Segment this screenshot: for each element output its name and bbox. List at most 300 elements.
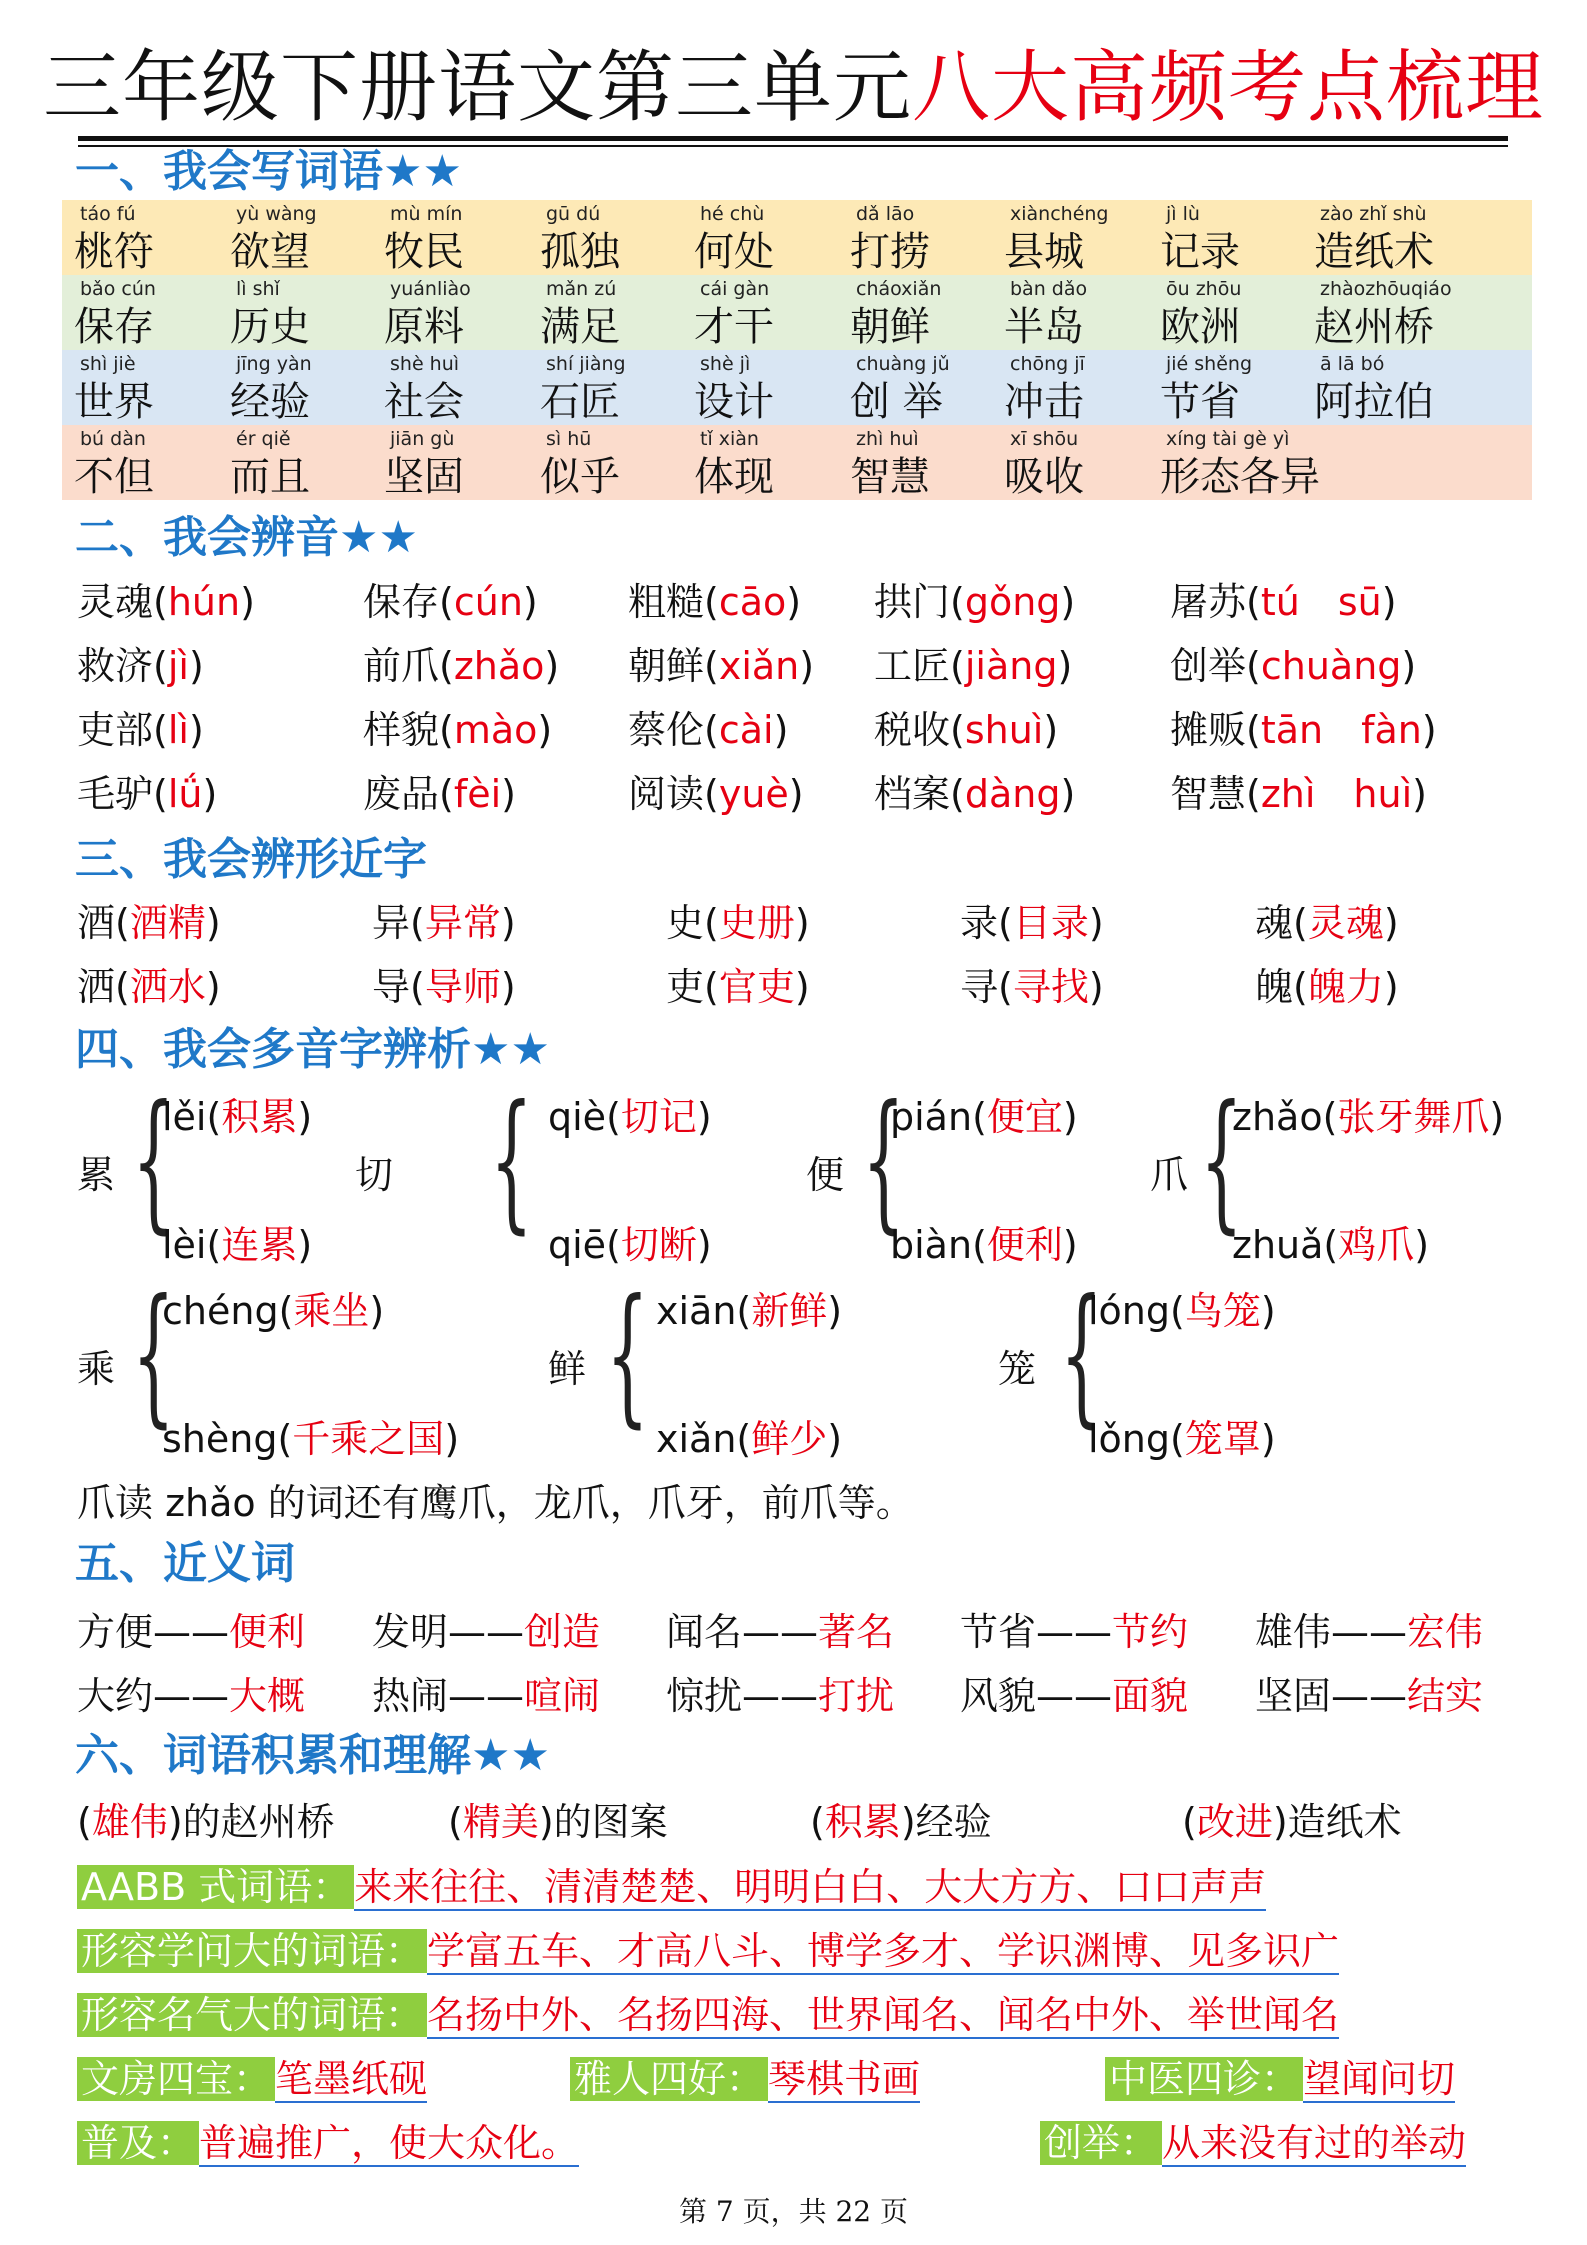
poly-word: 连累 bbox=[221, 1223, 298, 1267]
paren: ( bbox=[606, 1095, 621, 1139]
synonym-item bbox=[666, 1671, 894, 1721]
poly-reading-a bbox=[890, 1092, 1078, 1142]
poly-char: 便 bbox=[806, 1153, 845, 1197]
word-hanzi: 孤独 bbox=[540, 229, 620, 275]
misc-item bbox=[1105, 2054, 1455, 2104]
synonym-answer: 著名 bbox=[818, 1610, 895, 1654]
shape-word: 灵魂 bbox=[1307, 901, 1384, 945]
paren: ) bbox=[794, 901, 810, 945]
pron-item bbox=[363, 769, 516, 819]
pron-word: 救济 bbox=[77, 644, 154, 688]
paren: ) bbox=[1381, 580, 1397, 624]
misc-value: 笔墨纸砚 bbox=[275, 2057, 428, 2101]
pron-word: 前爪 bbox=[363, 644, 440, 688]
misc-value: 从来没有过的举动 bbox=[1162, 2121, 1467, 2165]
word-pinyin: bú dàn bbox=[80, 428, 146, 450]
word-pinyin: hé chù bbox=[700, 203, 765, 225]
paren: ( bbox=[448, 1800, 463, 1844]
poly-reading-b bbox=[890, 1220, 1078, 1270]
section-6-heading: 六、词语积累和理解★★ bbox=[75, 1730, 550, 1781]
word-pinyin: jiān gù bbox=[390, 428, 455, 450]
paren: ) bbox=[205, 901, 221, 945]
synonym-word: 发明—— bbox=[372, 1610, 525, 1654]
poly-pinyin: zhǎo bbox=[1232, 1095, 1323, 1139]
shape-item bbox=[1255, 962, 1399, 1012]
pron-word: 档案 bbox=[874, 772, 951, 816]
paren: ) bbox=[297, 1095, 313, 1139]
poly-pinyin: xiān bbox=[656, 1289, 737, 1333]
pron-item bbox=[628, 641, 814, 691]
word-list-value: 名扬中外、名扬四海、世界闻名、闻名中外、举世闻名 bbox=[427, 1993, 1340, 2037]
poly-reading-b bbox=[656, 1414, 842, 1464]
word-hanzi: 保存 bbox=[74, 304, 154, 350]
poly-char: 切 bbox=[355, 1153, 394, 1197]
word-hanzi: 设计 bbox=[694, 379, 774, 425]
paren: ( bbox=[704, 644, 719, 688]
paren: ) bbox=[501, 772, 516, 816]
title-red: 八大高频考点梳理 bbox=[912, 43, 1545, 133]
word-pinyin: zào zhǐ shù bbox=[1320, 203, 1427, 225]
paren: ) bbox=[786, 580, 802, 624]
paren: ) bbox=[522, 580, 538, 624]
phrase-text: 经验 bbox=[915, 1800, 992, 1844]
shape-char: 魂 bbox=[1255, 901, 1294, 945]
paren: ) bbox=[1060, 772, 1076, 816]
section-2-heading: 二、我会辨音★★ bbox=[75, 512, 418, 563]
word-list-value: 学富五车、才高八斗、博学多才、学识渊博、见多识广 bbox=[427, 1929, 1340, 1973]
shape-char: 史 bbox=[666, 901, 705, 945]
pron-item bbox=[874, 769, 1075, 819]
pron-item bbox=[77, 577, 255, 627]
pron-word: 毛驴 bbox=[77, 772, 154, 816]
word-hanzi: 县城 bbox=[1004, 229, 1084, 275]
paren: ) bbox=[1414, 1223, 1430, 1267]
synonym-word: 热闹—— bbox=[372, 1674, 525, 1718]
poly-char: 累 bbox=[77, 1153, 116, 1197]
word-pinyin: zhàozhōuqiáo bbox=[1320, 278, 1452, 300]
synonym-word: 大约—— bbox=[77, 1674, 230, 1718]
misc-label: 文房四宝： bbox=[77, 2057, 275, 2101]
brace-icon: { bbox=[1060, 1268, 1103, 1442]
poly-word: 鲜少 bbox=[751, 1417, 828, 1461]
paren: ) bbox=[696, 1223, 712, 1267]
poly-pinyin: lóng bbox=[1088, 1289, 1171, 1333]
pron-item bbox=[1170, 769, 1427, 819]
paren: ) bbox=[1401, 644, 1417, 688]
pron-word: 屠苏 bbox=[1170, 580, 1247, 624]
paren: ) bbox=[1060, 580, 1076, 624]
synonym-word: 方便—— bbox=[77, 1610, 230, 1654]
paren: ( bbox=[153, 580, 168, 624]
word-hanzi: 赵州桥 bbox=[1314, 304, 1434, 350]
pron-pinyin: fèi bbox=[453, 772, 502, 816]
misc-item bbox=[570, 2054, 920, 2104]
pron-word: 税收 bbox=[874, 708, 951, 752]
word-pinyin: shí jiàng bbox=[546, 353, 626, 375]
paren: ( bbox=[1182, 1800, 1197, 1844]
paren: ) bbox=[1260, 1289, 1276, 1333]
poly-word: 笼罩 bbox=[1184, 1417, 1261, 1461]
paren: ( bbox=[1246, 708, 1261, 752]
poly-pinyin: lèi bbox=[162, 1223, 207, 1267]
misc-label: 中医四诊： bbox=[1105, 2057, 1303, 2101]
shape-item bbox=[1255, 898, 1399, 948]
poly-word: 乘坐 bbox=[293, 1289, 370, 1333]
pron-word: 灵魂 bbox=[77, 580, 154, 624]
paren: ( bbox=[736, 1289, 752, 1333]
word-pinyin: yù wàng bbox=[236, 203, 317, 225]
shape-word: 导师 bbox=[424, 965, 501, 1009]
word-pinyin: ōu zhōu bbox=[1166, 278, 1242, 300]
word-hanzi: 欧洲 bbox=[1160, 304, 1240, 350]
word-row bbox=[62, 350, 1532, 425]
paren: ( bbox=[439, 580, 454, 624]
poly-char: 乘 bbox=[77, 1347, 116, 1391]
synonym-answer: 节约 bbox=[1112, 1610, 1189, 1654]
word-pinyin: bǎo cún bbox=[80, 278, 156, 300]
paren: ( bbox=[153, 772, 168, 816]
misc-label: 普及： bbox=[77, 2121, 199, 2165]
shape-word: 目录 bbox=[1012, 901, 1089, 945]
word-pinyin: dǎ lāo bbox=[856, 203, 915, 225]
paren: ( bbox=[998, 901, 1013, 945]
paren: ( bbox=[206, 1223, 222, 1267]
phrase-answer: 改进 bbox=[1196, 1800, 1273, 1844]
section-4-heading: 四、我会多音字辨析★★ bbox=[75, 1024, 550, 1075]
pron-pinyin: tān fàn bbox=[1260, 708, 1422, 752]
pron-item bbox=[1170, 641, 1416, 691]
pron-pinyin: cāo bbox=[718, 580, 787, 624]
word-pinyin: gū dú bbox=[546, 203, 601, 225]
word-hanzi: 记录 bbox=[1160, 229, 1240, 275]
word-hanzi: 世界 bbox=[74, 379, 154, 425]
shape-char: 吏 bbox=[666, 965, 705, 1009]
poly-pinyin: xiǎn bbox=[656, 1417, 737, 1461]
poly-reading-b bbox=[548, 1220, 712, 1270]
pron-item bbox=[77, 769, 217, 819]
paren: ) bbox=[188, 708, 204, 752]
word-hanzi: 不但 bbox=[74, 454, 154, 500]
word-hanzi: 桃符 bbox=[74, 229, 154, 275]
synonym-answer: 创造 bbox=[524, 1610, 601, 1654]
paren: ( bbox=[115, 901, 130, 945]
paren: ) bbox=[799, 644, 815, 688]
pron-pinyin: dàng bbox=[964, 772, 1061, 816]
brace-icon: { bbox=[862, 1074, 905, 1248]
brace-icon: { bbox=[606, 1268, 649, 1442]
poly-pinyin: chéng bbox=[162, 1289, 279, 1333]
pron-item bbox=[874, 705, 1058, 755]
word-pinyin: shì jiè bbox=[80, 353, 136, 375]
poly-word: 切断 bbox=[620, 1223, 697, 1267]
paren: ( bbox=[410, 901, 425, 945]
paren: ( bbox=[278, 1289, 294, 1333]
poly-word: 便宜 bbox=[986, 1095, 1063, 1139]
word-hanzi: 经验 bbox=[230, 379, 310, 425]
word-pinyin: zhì huì bbox=[856, 428, 919, 450]
paren: ) bbox=[1383, 965, 1399, 1009]
paren: ( bbox=[998, 965, 1013, 1009]
poly-reading-b bbox=[162, 1220, 312, 1270]
pron-pinyin: cài bbox=[718, 708, 774, 752]
shape-char: 导 bbox=[372, 965, 411, 1009]
shape-item bbox=[666, 898, 810, 948]
pron-word: 吏部 bbox=[77, 708, 154, 752]
synonym-word: 风貌—— bbox=[960, 1674, 1113, 1718]
poly-word: 切记 bbox=[620, 1095, 697, 1139]
word-grid bbox=[62, 200, 1532, 500]
word-pinyin: jié shěng bbox=[1166, 353, 1253, 375]
pron-item bbox=[77, 705, 204, 755]
shape-item bbox=[77, 962, 221, 1012]
paren: ( bbox=[77, 1800, 92, 1844]
paren: ( bbox=[606, 1223, 621, 1267]
poly-char: 爪 bbox=[1150, 1153, 1189, 1197]
word-list-row bbox=[77, 1862, 1266, 1912]
paren: ( bbox=[1246, 644, 1261, 688]
pron-word: 阅读 bbox=[628, 772, 705, 816]
word-pinyin: tǐ xiàn bbox=[700, 428, 759, 450]
word-pinyin: xíng tài gè yì bbox=[1166, 428, 1290, 450]
word-hanzi: 欲望 bbox=[230, 229, 310, 275]
synonym-item bbox=[960, 1671, 1188, 1721]
poly-char: 鲜 bbox=[548, 1347, 587, 1391]
shape-char: 寻 bbox=[960, 965, 999, 1009]
word-pinyin: yuánliào bbox=[390, 278, 471, 300]
paren: ) bbox=[205, 965, 221, 1009]
pron-item bbox=[1170, 577, 1397, 627]
pron-word: 创举 bbox=[1170, 644, 1247, 688]
word-pinyin: chōng jī bbox=[1010, 353, 1085, 375]
paren: ) bbox=[444, 1417, 460, 1461]
pron-pinyin: gǒng bbox=[964, 580, 1061, 624]
paren: ( bbox=[1170, 1417, 1185, 1461]
word-hanzi: 阿拉伯 bbox=[1314, 379, 1434, 425]
phrase-item bbox=[1182, 1797, 1402, 1847]
word-pinyin: chuàng jǔ bbox=[856, 353, 950, 375]
paren: ( bbox=[736, 1417, 752, 1461]
synonym-item bbox=[960, 1607, 1188, 1657]
pron-pinyin: zhì huì bbox=[1260, 772, 1413, 816]
poly-reading-a bbox=[656, 1286, 842, 1336]
paren: ( bbox=[1246, 772, 1261, 816]
misc-value: 琴棋书画 bbox=[768, 2057, 921, 2101]
paren: ( bbox=[1323, 1223, 1339, 1267]
word-pinyin: ér qiě bbox=[236, 428, 291, 450]
word-row bbox=[62, 200, 1532, 275]
word-hanzi: 体现 bbox=[694, 454, 774, 500]
synonym-word: 雄伟—— bbox=[1255, 1610, 1408, 1654]
phrase-text: 的赵州桥 bbox=[182, 1800, 335, 1844]
word-pinyin: cái gàn bbox=[700, 278, 770, 300]
phrase-answer: 雄伟 bbox=[91, 1800, 168, 1844]
brace-icon: { bbox=[1200, 1074, 1243, 1248]
shape-item bbox=[372, 962, 516, 1012]
poly-reading-a bbox=[548, 1092, 712, 1142]
paren: ( bbox=[704, 965, 719, 1009]
shape-word: 官吏 bbox=[718, 965, 795, 1009]
word-hanzi: 石匠 bbox=[540, 379, 620, 425]
poly-word: 千乘之国 bbox=[292, 1417, 445, 1461]
misc-label: 创举： bbox=[1040, 2121, 1162, 2165]
shape-word: 史册 bbox=[718, 901, 795, 945]
pron-item bbox=[874, 641, 1072, 691]
paren: ) bbox=[788, 772, 804, 816]
synonym-word: 闻名—— bbox=[666, 1610, 819, 1654]
synonym-word: 坚固—— bbox=[1255, 1674, 1408, 1718]
poly-pinyin: lěi bbox=[162, 1095, 207, 1139]
paren: ) bbox=[1062, 1095, 1078, 1139]
poly-pinyin: pián bbox=[890, 1095, 973, 1139]
synonym-item bbox=[77, 1607, 305, 1657]
misc-value: 普遍推广，使大众化。 bbox=[199, 2121, 580, 2165]
paren: ( bbox=[950, 644, 965, 688]
phrase-text: 造纸术 bbox=[1287, 1800, 1402, 1844]
misc-item bbox=[1040, 2118, 1466, 2168]
synonym-item bbox=[1255, 1607, 1483, 1657]
shape-item bbox=[77, 898, 221, 948]
poly-reading-a bbox=[1232, 1092, 1504, 1142]
word-pinyin: shè huì bbox=[390, 353, 460, 375]
poly-pinyin: zhuǎ bbox=[1232, 1223, 1324, 1267]
poly-pinyin: biàn bbox=[890, 1223, 973, 1267]
page-footer: 第 7 页，共 22 页 bbox=[678, 2195, 909, 2228]
word-list-row bbox=[77, 1926, 1339, 1976]
paren: ) bbox=[1062, 1223, 1078, 1267]
paren: ( bbox=[972, 1095, 987, 1139]
synonym-answer: 大概 bbox=[229, 1674, 306, 1718]
phrase-item bbox=[448, 1797, 668, 1847]
paren: ( bbox=[1170, 1289, 1185, 1333]
shape-char: 魄 bbox=[1255, 965, 1294, 1009]
section-1-heading: 一、我会写词语★★ bbox=[75, 146, 462, 197]
word-list-value: 来来往往、清清楚楚、明明白白、大大方方、口口声声 bbox=[354, 1865, 1267, 1909]
synonym-item bbox=[1255, 1671, 1483, 1721]
paren: ( bbox=[115, 965, 130, 1009]
word-hanzi: 节省 bbox=[1160, 379, 1240, 425]
word-hanzi: 才干 bbox=[694, 304, 774, 350]
paren: ) bbox=[537, 708, 553, 752]
paren: ) bbox=[1043, 708, 1059, 752]
synonym-answer: 宏伟 bbox=[1407, 1610, 1484, 1654]
pron-pinyin: zhǎo bbox=[453, 644, 545, 688]
synonym-answer: 结实 bbox=[1407, 1674, 1484, 1718]
poly-char: 笼 bbox=[998, 1347, 1037, 1391]
pron-pinyin: mào bbox=[453, 708, 538, 752]
word-pinyin: jīng yàn bbox=[236, 353, 312, 375]
poly-reading-a bbox=[1088, 1286, 1276, 1336]
poly-pinyin: shèng bbox=[162, 1417, 278, 1461]
shape-word: 洒水 bbox=[129, 965, 206, 1009]
shape-word: 酒精 bbox=[129, 901, 206, 945]
paren: ( bbox=[1293, 965, 1308, 1009]
paren: ( bbox=[704, 772, 719, 816]
section-3-heading: 三、我会辨形近字 bbox=[75, 834, 427, 885]
pron-pinyin: xiǎn bbox=[718, 644, 800, 688]
word-pinyin: mǎn zú bbox=[546, 278, 617, 300]
pron-pinyin: tú sū bbox=[1260, 580, 1382, 624]
section-5-heading: 五、近义词 bbox=[75, 1538, 295, 1589]
paren: ) bbox=[1088, 965, 1104, 1009]
word-hanzi: 智慧 bbox=[850, 454, 930, 500]
paren: ( bbox=[439, 644, 454, 688]
paren: ) bbox=[827, 1417, 843, 1461]
word-row bbox=[62, 275, 1532, 350]
word-hanzi: 牧民 bbox=[384, 229, 464, 275]
misc-label: 雅人四好： bbox=[570, 2057, 768, 2101]
word-hanzi: 坚固 bbox=[384, 454, 464, 500]
paren: ) bbox=[188, 644, 204, 688]
pron-word: 蔡伦 bbox=[628, 708, 705, 752]
poly-pinyin: qiē bbox=[548, 1223, 607, 1267]
paren: ) bbox=[500, 901, 516, 945]
paren: ( bbox=[950, 708, 965, 752]
paren: ( bbox=[704, 901, 719, 945]
word-pinyin: xī shōu bbox=[1010, 428, 1079, 450]
shape-item bbox=[666, 962, 810, 1012]
brace-icon: { bbox=[132, 1074, 175, 1248]
pron-item bbox=[628, 705, 788, 755]
word-hanzi: 创 举 bbox=[850, 379, 943, 425]
word-pinyin: ā lā bó bbox=[1320, 353, 1385, 375]
pron-item bbox=[628, 769, 804, 819]
shape-char: 异 bbox=[372, 901, 411, 945]
word-hanzi: 社会 bbox=[384, 379, 464, 425]
pron-item bbox=[363, 705, 552, 755]
pron-word: 废品 bbox=[363, 772, 440, 816]
phrase-item bbox=[77, 1797, 335, 1847]
pron-word: 样貌 bbox=[363, 708, 440, 752]
title-black: 三年级下册语文第三单元 bbox=[42, 43, 912, 133]
synonym-word: 惊扰—— bbox=[666, 1674, 819, 1718]
paren: ( bbox=[277, 1417, 293, 1461]
word-pinyin: xiànchéng bbox=[1010, 203, 1109, 225]
paren: ) bbox=[538, 1800, 554, 1844]
shape-char: 洒 bbox=[77, 965, 116, 1009]
word-hanzi: 朝鲜 bbox=[850, 304, 930, 350]
word-list-label: 形容学问大的词语： bbox=[77, 1929, 427, 1973]
brace-icon: { bbox=[490, 1074, 533, 1248]
word-pinyin: cháoxiǎn bbox=[856, 278, 942, 300]
poly-reading-b bbox=[162, 1414, 459, 1464]
paren: ( bbox=[704, 580, 719, 624]
paren: ) bbox=[1489, 1095, 1505, 1139]
paren: ( bbox=[153, 708, 168, 752]
paren: ( bbox=[1246, 580, 1261, 624]
poly-word: 鸡爪 bbox=[1338, 1223, 1415, 1267]
shape-word: 异常 bbox=[424, 901, 501, 945]
pron-word: 工匠 bbox=[874, 644, 951, 688]
word-list-label: AABB 式词语： bbox=[77, 1865, 354, 1909]
paren: ( bbox=[950, 772, 965, 816]
polyphone-note: 爪读 zhǎo 的词还有鹰爪，龙爪，爪牙，前爪等。 bbox=[77, 1481, 914, 1525]
pron-item bbox=[874, 577, 1075, 627]
paren: ) bbox=[696, 1095, 712, 1139]
poly-reading-b bbox=[1232, 1220, 1429, 1270]
paren: ) bbox=[773, 708, 789, 752]
paren: ( bbox=[410, 965, 425, 1009]
synonym-answer: 打扰 bbox=[818, 1674, 895, 1718]
paren: ( bbox=[810, 1800, 825, 1844]
misc-item bbox=[77, 2118, 579, 2168]
paren: ) bbox=[1088, 901, 1104, 945]
poly-reading-a bbox=[162, 1286, 384, 1336]
misc-item bbox=[77, 2054, 427, 2104]
phrase-item bbox=[810, 1797, 992, 1847]
word-hanzi: 满足 bbox=[540, 304, 620, 350]
paren: ( bbox=[153, 644, 168, 688]
paren: ( bbox=[950, 580, 965, 624]
